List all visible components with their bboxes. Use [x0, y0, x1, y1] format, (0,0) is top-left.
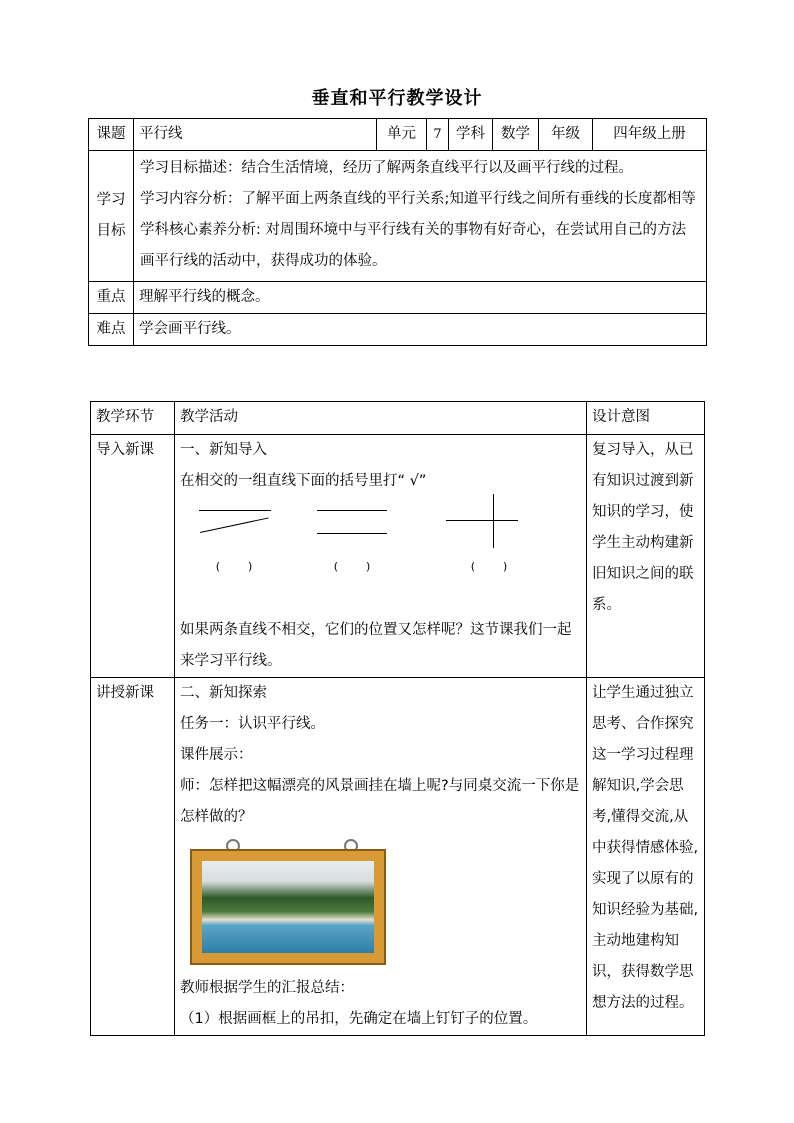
objectives-label-line1: 学习 [96, 192, 126, 208]
unit-value: 7 [427, 119, 449, 151]
pair3-line-vertical [493, 494, 494, 548]
beach-scene [202, 861, 374, 953]
objectives-label-line2: 目标 [96, 223, 126, 239]
objective-description: 学习目标描述：结合生活情境，经历了解两条直线平行以及画平行线的过程。 [140, 160, 633, 176]
key-point-text: 理解平行线的概念。 [134, 282, 707, 314]
pair2-paren: ( ) [333, 560, 371, 573]
teacher-question: 师：怎样把这幅漂亮的风景画挂在墙上呢?与同桌交流一下你是怎样做的？ [180, 778, 580, 825]
intent-cell: 让学生通过独立思考、合作探究这一学习过程理解知识,学会思考,懂得交流,从中获得情感体验,实现了以原有的知识经验为基础,主动地建构知识，获得数学思想方法的过程。 [587, 678, 705, 1036]
activity-title: 一、新知导入 [180, 442, 267, 458]
task-text: 任务一：认识平行线。 [180, 716, 325, 732]
table-row [91, 678, 705, 1036]
key-point-row [89, 282, 707, 314]
subject-label: 学科 [449, 119, 493, 151]
pair1-paren: ( ) [215, 560, 253, 573]
subject-value: 数学 [493, 119, 539, 151]
teaching-process-table [90, 401, 705, 1036]
info-row [89, 119, 707, 151]
landscape-painting-image [190, 839, 394, 969]
stage-cell: 导入新课 [91, 435, 175, 678]
document-title: 垂直和平行教学设计 [311, 88, 483, 109]
activity-cell [175, 435, 587, 678]
question-text: 如果两条直线不相交，它们的位置又怎样呢？这节课我们一起来学习平行线。 [180, 622, 572, 669]
pair2-line-top [317, 510, 387, 511]
unit-label: 单元 [377, 119, 427, 151]
pair3-line-horizontal [446, 520, 518, 521]
summary-text: 教师根据学生的汇报总结： [180, 980, 354, 996]
header-stage: 教学环节 [91, 402, 175, 435]
picture-frame [190, 849, 386, 965]
activity-cell [175, 678, 587, 1036]
intent-cell: 复习导入，从已有知识过渡到新知识的学习，使学生主动构建新旧知识之间的联系。 [587, 435, 705, 678]
objectives-row [89, 151, 707, 282]
instruction-text: 在相交的一组直线下面的括号里打“ √” [180, 473, 427, 489]
content-analysis: 学习内容分析：了解平面上两条直线的平行关系;知道平行线之间所有垂线的长度都相等 [140, 191, 696, 207]
core-literacy-analysis: 学科核心素养分析: 对周围环境中与平行线有关的事物有好奇心，在尝试用自己的方法画平行线的活动中，获得成功的体验。 [140, 222, 686, 269]
pair2-line-bottom [317, 533, 387, 534]
lesson-info-table [88, 118, 707, 346]
pair1-line-top [199, 510, 271, 511]
courseware-text: 课件展示： [180, 747, 253, 763]
difficulty-label: 难点 [89, 314, 134, 346]
objectives-content [134, 151, 707, 282]
pair1-line-slanted [200, 517, 269, 533]
grade-label: 年级 [539, 119, 593, 151]
grade-value: 四年级上册 [593, 119, 707, 151]
difficulty-row [89, 314, 707, 346]
activity-title: 二、新知探索 [180, 685, 267, 701]
header-row [91, 402, 705, 435]
topic-value: 平行线 [134, 119, 377, 151]
pair3-paren: ( ) [470, 560, 508, 573]
difficulty-text: 学会画平行线。 [134, 314, 707, 346]
step1-text: （1）根据画框上的吊扣，先确定在墙上钉钉子的位置。 [180, 1011, 538, 1027]
stage-cell: 讲授新课 [91, 678, 175, 1036]
header-intent: 设计意图 [587, 402, 705, 435]
key-point-label: 重点 [89, 282, 134, 314]
line-pairs-figure [180, 497, 581, 615]
topic-label: 课题 [89, 119, 134, 151]
table-row [91, 435, 705, 678]
objectives-label [89, 151, 134, 282]
header-activity: 教学活动 [175, 402, 587, 435]
